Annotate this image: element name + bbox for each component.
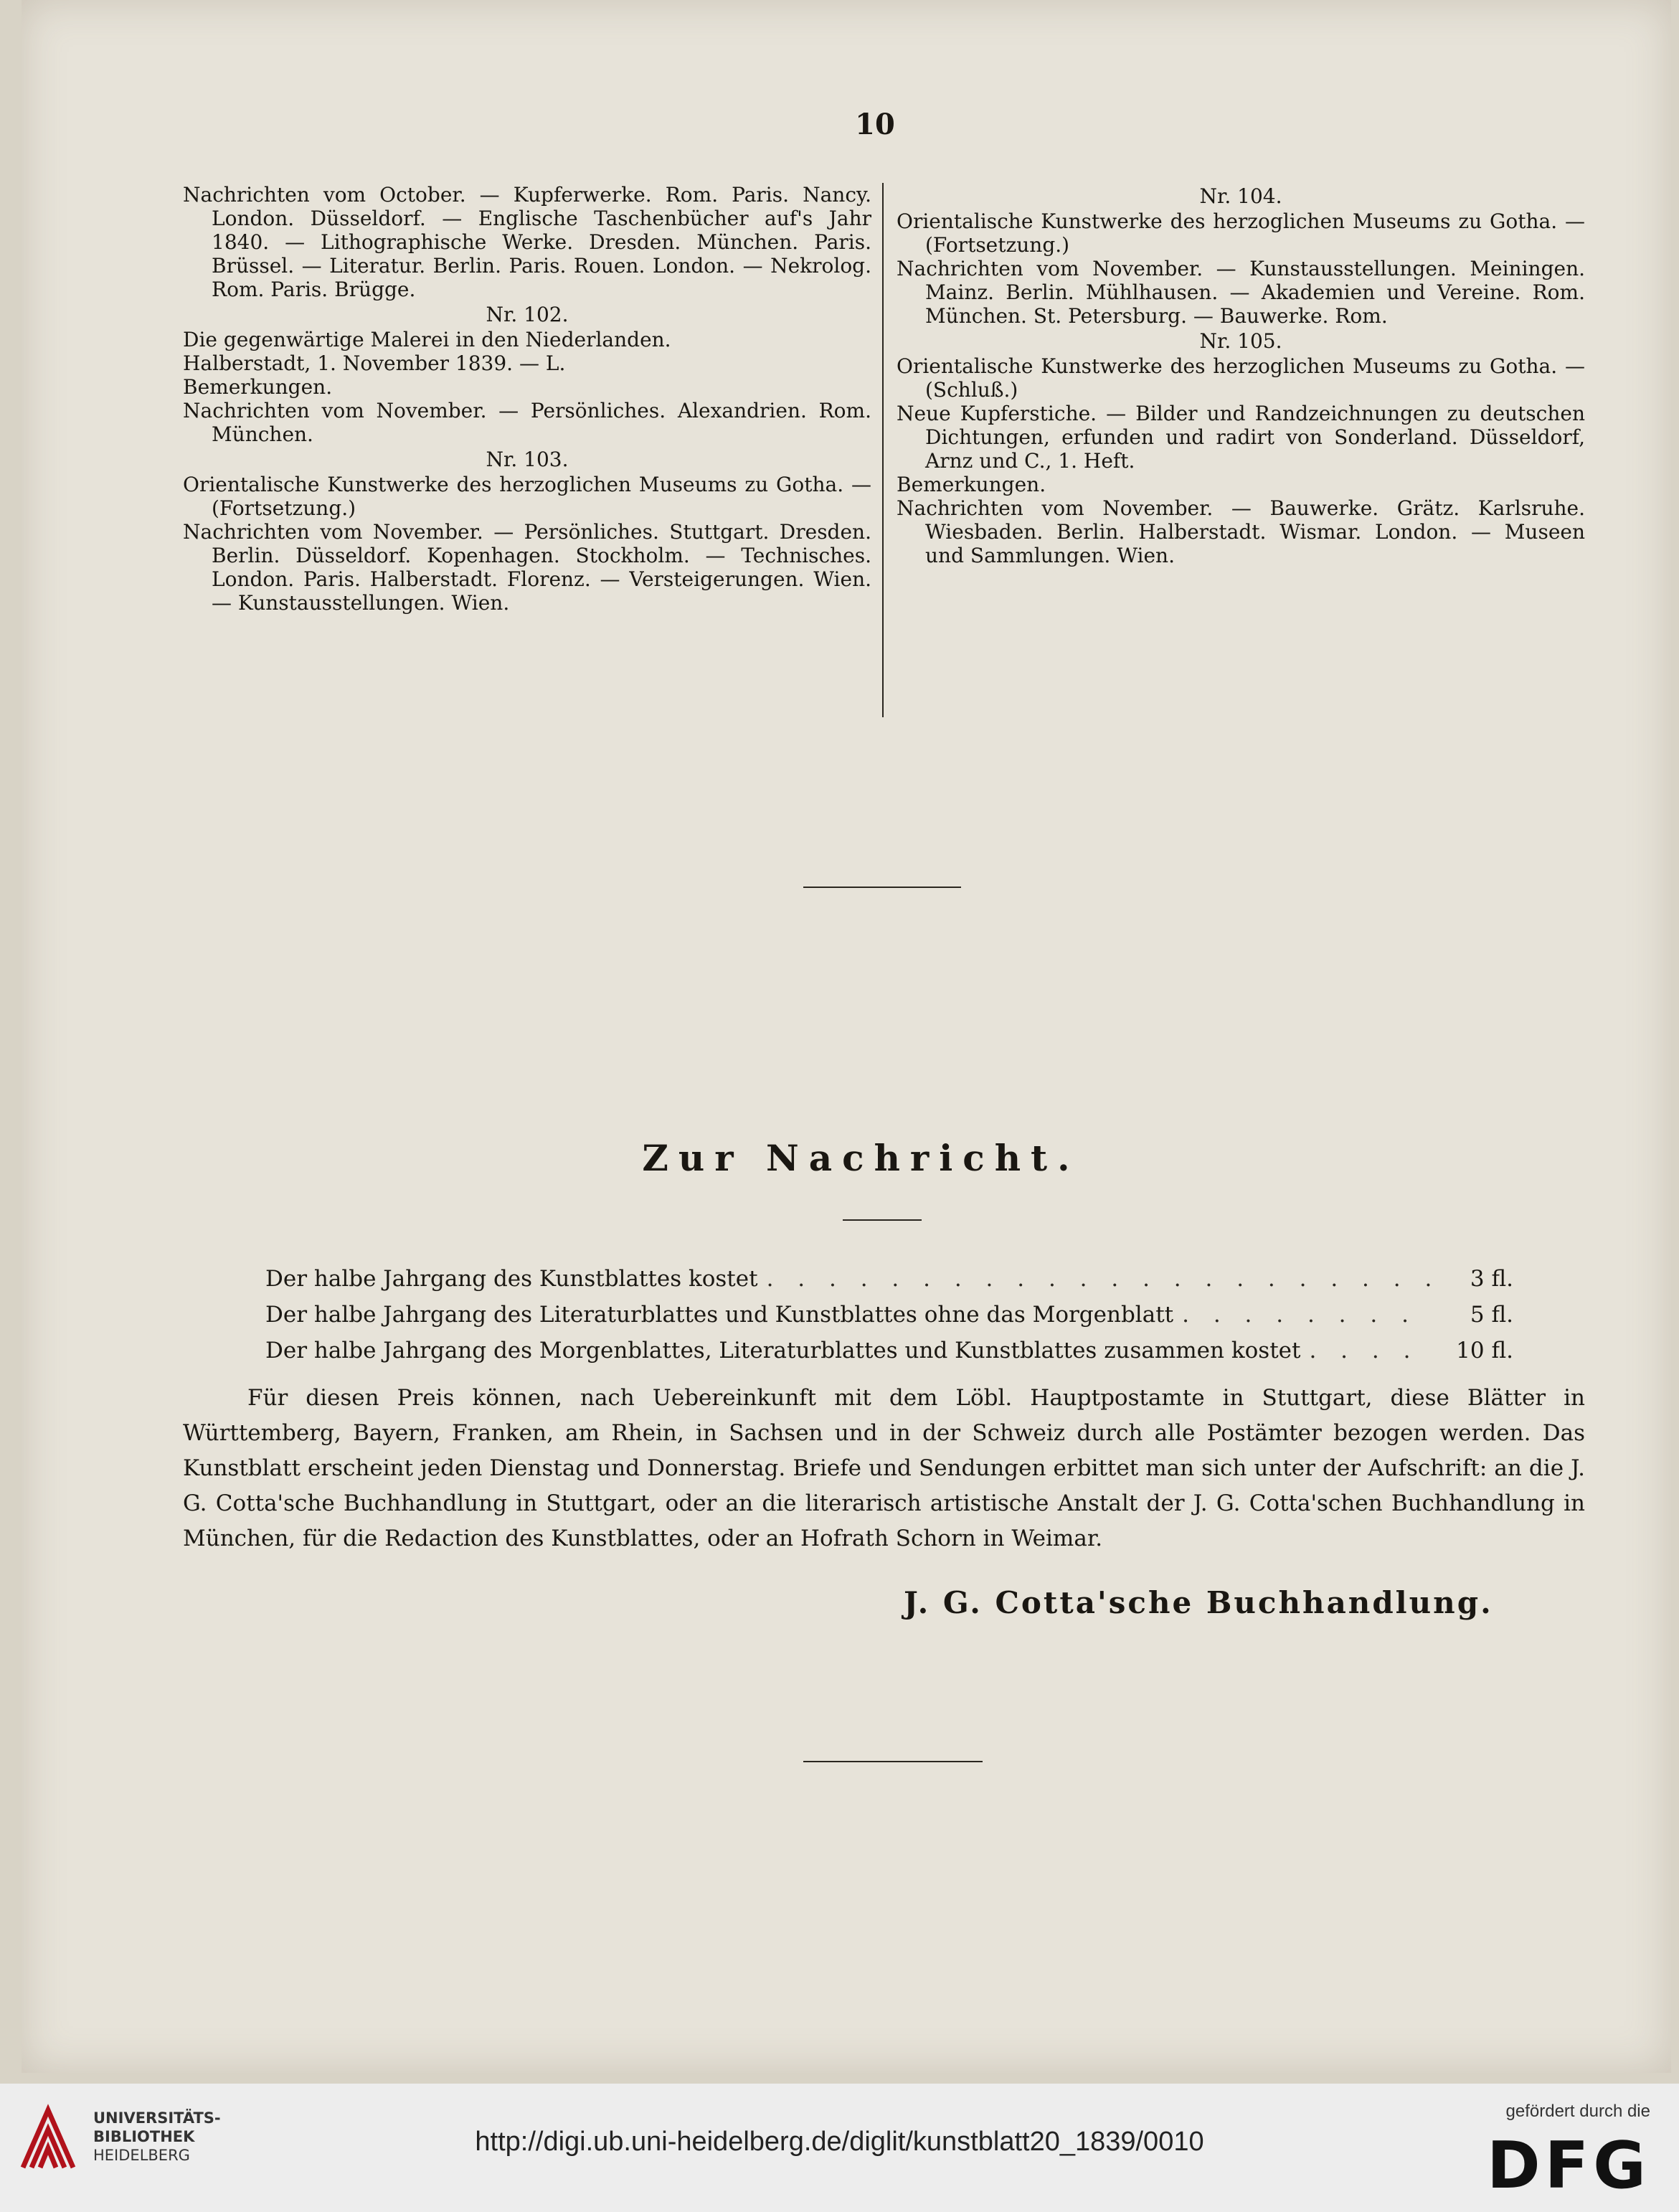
toc-entry: Bemerkungen. — [897, 473, 1046, 496]
publisher-signature: J. G. Cotta'sche Buchhandlung. — [904, 1585, 1493, 1620]
viewer-footer — [0, 2084, 1679, 2212]
toc-entry: Nachrichten vom November. — Persönliches. Stuttgart. Dresden. Berlin. Düsseldorf. Kopenhagen. Stockholm. — Technisches. London. Paris. Halberstadt. Florenz. — Versteigerungen. Wien. — Kunstausstellungen. Wien. — [183, 520, 871, 615]
notice-body: Für diesen Preis können, nach Uebereinkunft mit dem Löbl. Hauptpostamte in Stuttgart, diese Blätter in Württemberg, Bayern, Franken, am Rhein, in Sachsen und in der Schweiz durch alle Postämter bezogen werden. Das Kunstblatt erscheint jeden Dienstag und Donnerstag. Briefe und Sendungen erbittet man sich unter der Aufschrift: an die J. G. Cotta'sche Buchhandlung in Stuttgart, oder an die literarisch artistische Anstalt der J. G. Cotta'schen Buchhandlung in München, für die Redaction des Kunstblattes, oder an Hofrath Schorn in Weimar. — [183, 1385, 1585, 1551]
toc-entry: Orientalische Kunstwerke des herzoglichen Museums zu Gotha. — (Fortsetzung.) — [183, 473, 871, 520]
price-row — [265, 1338, 1513, 1374]
left-column — [183, 183, 871, 615]
leader-dots — [1309, 1338, 1433, 1363]
issue-number: Nr. 104. — [1199, 184, 1282, 208]
toc-entry: Nachrichten vom November. — Bauwerke. Grätz. Karlsruhe. Wiesbaden. Berlin. Halberstadt. Wismar. London. — Museen und Sammlungen. Wien. — [897, 496, 1585, 567]
toc-entry: Bemerkungen. — [183, 375, 333, 399]
issue-number: Nr. 103. — [486, 448, 569, 471]
funding-label: gefördert durch die — [1505, 2102, 1650, 2121]
leader-dots — [767, 1266, 1433, 1292]
library-name-line: BIBLIOTHEK — [93, 2128, 195, 2145]
price-value: 3 fl. — [1470, 1266, 1513, 1292]
page-number: 10 — [855, 108, 895, 141]
price-row — [265, 1302, 1513, 1338]
toc-entry: Die gegenwärtige Malerei in den Niederlanden. — [183, 328, 671, 351]
price-label: Der halbe Jahrgang des Literaturblattes und Kunstblattes ohne das Morgenblatt — [265, 1302, 1174, 1328]
scanned-page — [22, 0, 1671, 2073]
closing-divider — [803, 1761, 983, 1762]
toc-entry: Orientalische Kunstwerke des herzoglichen Museums zu Gotha. — (Fortsetzung.) — [897, 209, 1585, 257]
column-divider — [882, 183, 884, 717]
price-label: Der halbe Jahrgang des Morgenblattes, Literaturblattes und Kunstblattes zusammen kostet — [265, 1338, 1301, 1363]
permalink-url[interactable]: http://digi.ub.uni-heidelberg.de/diglit/kunstblatt20_1839/0010 — [475, 2127, 1204, 2157]
right-column — [897, 183, 1585, 567]
section-divider — [803, 887, 961, 888]
toc-entry: Halberstadt, 1. November 1839. — L. — [183, 351, 566, 375]
price-value: 10 fl. — [1456, 1338, 1513, 1363]
price-row — [265, 1266, 1513, 1302]
issue-number: Nr. 102. — [486, 303, 569, 326]
library-name-line: UNIVERSITÄTS- — [93, 2109, 221, 2127]
dfg-logo[interactable]: DFG — [1486, 2128, 1650, 2203]
price-value: 5 fl. — [1470, 1302, 1513, 1328]
toc-entry: Nachrichten vom November. — Kunstausstellungen. Meiningen. Mainz. Berlin. Mühlhausen. — Akademien und Vereine. Rom. München. St. Petersburg. — Bauwerke. Rom. — [897, 257, 1585, 328]
toc-entry: Nachrichten vom November. — Persönliches. Alexandrien. Rom. München. — [183, 399, 871, 446]
toc-entry: Neue Kupferstiche. — Bilder und Randzeichnungen zu deutschen Dichtungen, erfunden und radirt von Sonderland. Düsseldorf, Arnz und C., 1. Heft. — [897, 402, 1585, 473]
price-list — [265, 1266, 1513, 1374]
issue-number: Nr. 105. — [1199, 329, 1282, 353]
price-label: Der halbe Jahrgang des Kunstblattes kostet — [265, 1266, 758, 1292]
heading-divider — [843, 1219, 922, 1221]
leader-dots — [1182, 1302, 1433, 1328]
notice-heading: Zur Nachricht. — [642, 1137, 1080, 1179]
toc-entry: Orientalische Kunstwerke des herzoglichen Museums zu Gotha. — (Schluß.) — [897, 354, 1585, 402]
library-name-line: HEIDELBERG — [93, 2147, 190, 2164]
toc-entry: Nachrichten vom October. — Kupferwerke. Rom. Paris. Nancy. London. Düsseldorf. — Englische Taschenbücher auf's Jahr 1840. — Lithographische Werke. Dresden. München. Paris. Brüssel. — Literatur. Berlin. Paris. Rouen. London. — Nekrolog. Rom. Paris. Brügge. — [183, 183, 871, 301]
